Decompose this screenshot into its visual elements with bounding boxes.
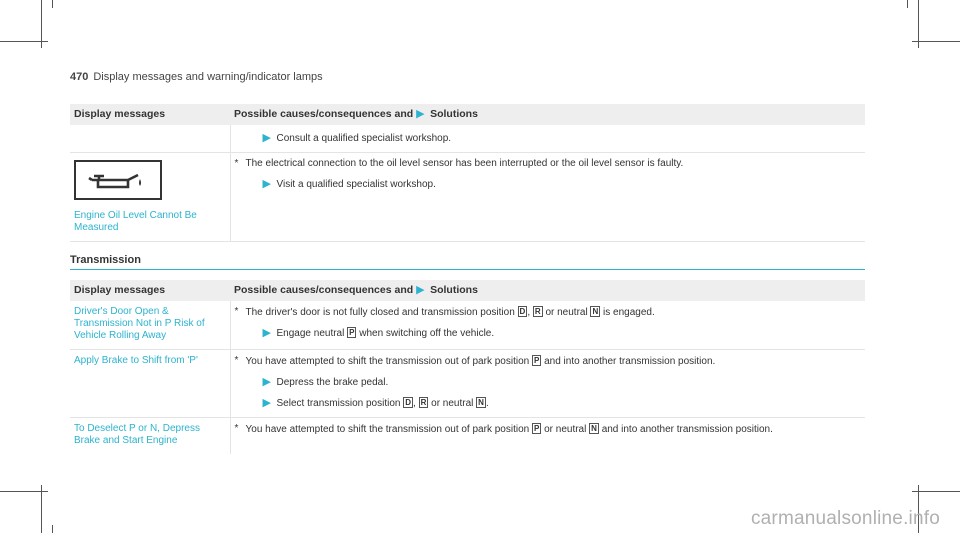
page-header — [70, 71, 323, 83]
gear-p: P — [533, 356, 540, 365]
page-number: 470 — [70, 71, 89, 83]
table-row — [70, 418, 865, 455]
crop-mark — [0, 41, 48, 42]
watermark: carmanualsonline.info — [750, 508, 940, 529]
arrow-icon: ▶ — [262, 376, 271, 388]
crop-mark — [41, 485, 42, 533]
message-text: Engine Oil Level Cannot Be Measured — [74, 210, 197, 233]
solution-item: ▶ Select transmission position D , R or neutral N . — [262, 397, 489, 409]
message-text: Driver's Door Open & Transmission Not in P Risk of Vehicle Rolling Away — [74, 306, 205, 341]
cause-item: * The electrical connection to the oil level sensor has been interrupted or the oil level sensor is faulty. — [234, 158, 684, 169]
message-text: Apply Brake to Shift from 'P' — [74, 355, 198, 366]
arrow-icon: ▶ — [262, 178, 271, 190]
table-row — [70, 153, 865, 242]
col-header-messages: Display messages — [70, 280, 230, 301]
gear-r: R — [420, 398, 427, 407]
crop-mark — [912, 41, 960, 42]
table-row — [70, 125, 865, 153]
solution-item: ▶ Consult a qualified specialist workshop. — [262, 132, 452, 144]
gear-d: D — [405, 398, 412, 407]
solution-item: ▶ Engage neutral P when switching off the vehicle. — [262, 327, 495, 339]
col-header-causes: Possible causes/consequences and ▶ Solutions — [230, 280, 865, 301]
col-header-messages: Display messages — [70, 104, 230, 125]
gear-n: N — [591, 424, 597, 433]
solution-item: ▶ Visit a qualified specialist workshop. — [262, 178, 436, 190]
table-row — [70, 350, 865, 418]
oil-can-icon — [88, 168, 148, 192]
arrow-icon: ▶ — [416, 284, 425, 296]
arrow-icon: ▶ — [262, 132, 271, 144]
gear-n: N — [592, 307, 599, 316]
gear-p: P — [533, 424, 540, 433]
gear-r: R — [534, 307, 541, 316]
cause-item: * You have attempted to shift the transmission out of park position P and into another transmission position. — [234, 355, 716, 367]
display-messages-table-1 — [70, 104, 865, 242]
crop-mark — [52, 0, 53, 8]
arrow-icon: ▶ — [262, 327, 271, 339]
table-header — [70, 280, 865, 301]
message-text: To Deselect P or N, Depress Brake and Start Engine — [74, 423, 200, 446]
display-messages-table-2 — [70, 280, 865, 454]
crop-mark — [907, 0, 908, 8]
cause-item: * The driver's door is not fully closed and transmission position D , R or neutral N is engaged. — [234, 306, 655, 318]
table-row — [70, 301, 865, 350]
solution-item: ▶ Depress the brake pedal. — [262, 376, 389, 388]
crop-mark — [912, 491, 960, 492]
crop-mark — [0, 491, 48, 492]
crop-mark — [52, 525, 53, 533]
running-title: Display messages and warning/indicator lamps — [93, 71, 323, 83]
col-header-causes: Possible causes/consequences and ▶ Solutions — [230, 104, 865, 125]
gear-n: N — [478, 398, 484, 407]
table-header — [70, 104, 865, 125]
gear-p: P — [349, 328, 355, 337]
engine-oil-level-icon — [74, 160, 162, 200]
gear-d: D — [519, 307, 526, 316]
arrow-icon: ▶ — [262, 397, 271, 409]
arrow-icon: ▶ — [416, 108, 425, 120]
cause-item: * You have attempted to shift the transmission out of park position P or neutral N and into another transmission position. — [234, 423, 773, 435]
section-title: Transmission — [70, 254, 865, 270]
